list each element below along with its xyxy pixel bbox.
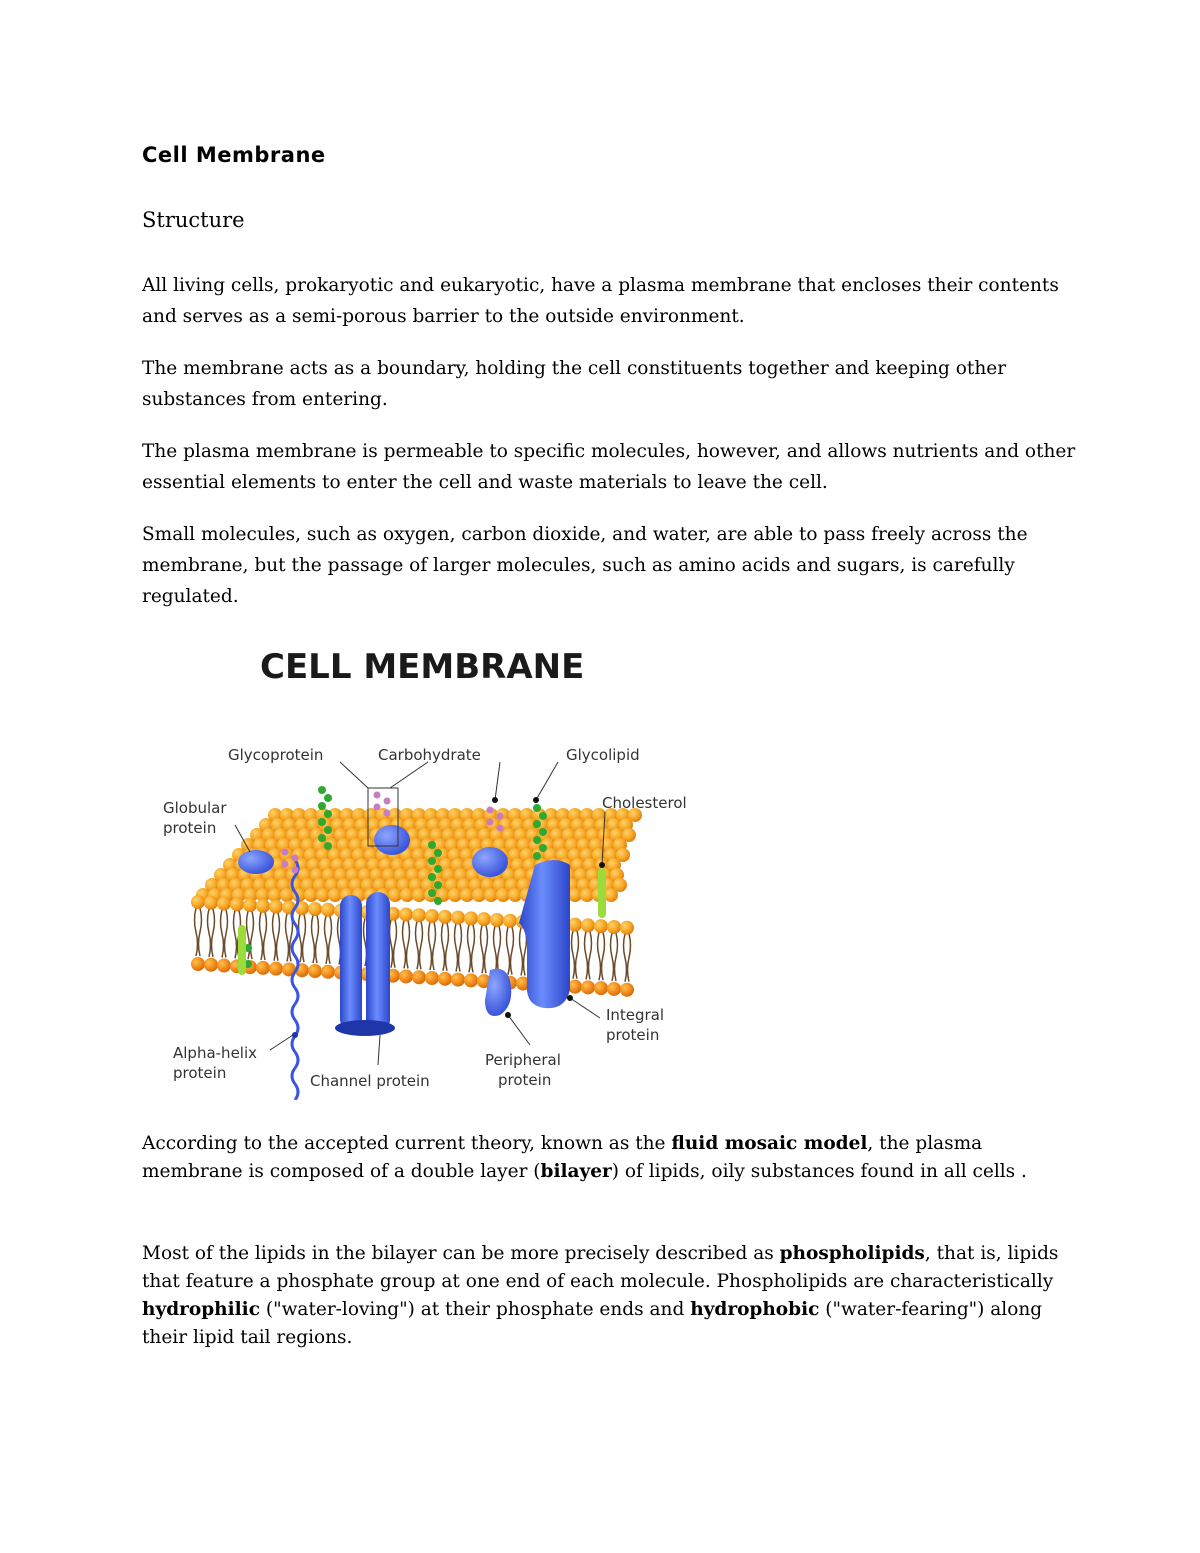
paragraph: All living cells, prokaryotic and eukaryotic, have a plasma membrane that encloses their contents and serves as a semi-porous barrier to the outside environment. — [142, 275, 1059, 327]
lipid-head — [204, 958, 218, 972]
lipid-tail — [251, 911, 254, 959]
lipid-head — [607, 920, 621, 934]
globular-protein-shape — [238, 850, 274, 874]
glycolipid-bead — [324, 794, 332, 802]
lipid-head — [464, 973, 478, 987]
label-glycoprotein: Glycoprotein — [228, 746, 324, 764]
lipid-head — [308, 964, 322, 978]
lipid-head — [607, 982, 621, 996]
lipid-head — [472, 888, 486, 902]
lipid-head — [191, 895, 205, 909]
lipid-head — [496, 888, 510, 902]
label-globular-line2: protein — [163, 819, 217, 837]
label-carbohydrate: Carbohydrate — [378, 746, 481, 764]
lipid-head — [328, 888, 342, 902]
glycolipid-bead — [533, 804, 541, 812]
bold-term: fluid mosaic model — [671, 1133, 868, 1154]
cell-membrane-diagram — [150, 640, 730, 1100]
lipid-tail — [394, 920, 397, 968]
lipid-head — [269, 962, 283, 976]
label-channel-protein: Channel protein — [310, 1072, 430, 1090]
lipid-head — [568, 888, 582, 902]
lipid-head — [412, 888, 426, 902]
lipid-head — [316, 888, 330, 902]
label-peripheral-line2: protein — [498, 1071, 552, 1089]
label-integral-line2: protein — [606, 1026, 660, 1044]
lipid-head — [604, 888, 618, 902]
lipid-tail — [507, 927, 510, 975]
lipid-head — [451, 911, 465, 925]
lipid-tail — [234, 910, 237, 958]
carbohydrate-bead — [374, 804, 381, 811]
glycolipid-bead — [533, 852, 541, 860]
lipid-tail — [199, 908, 202, 956]
lipid-tail — [433, 922, 436, 970]
glycolipid-bead — [324, 810, 332, 818]
bold-term: hydrophilic — [142, 1299, 260, 1320]
lipid-head — [388, 888, 402, 902]
lipid-head — [425, 971, 439, 985]
glycolipid-bead — [318, 818, 326, 826]
lipid-head — [594, 981, 608, 995]
page-title: Cell Membrane — [142, 143, 326, 167]
lipid-tail — [585, 931, 588, 979]
carbohydrate-bead — [282, 861, 289, 868]
lipid-tail — [615, 933, 618, 981]
carbohydrate-bead — [384, 810, 391, 817]
lipid-tail — [511, 927, 514, 975]
glycolipid-bead — [434, 881, 442, 889]
lipid-tail — [208, 909, 211, 957]
lipid-head — [400, 888, 414, 902]
lipid-tail — [455, 924, 458, 972]
lipid-head — [477, 912, 491, 926]
lipid-tail — [316, 915, 319, 963]
lipid-head — [269, 900, 283, 914]
carbohydrate-bead — [282, 849, 289, 856]
lipid-head — [460, 888, 474, 902]
lipid-head — [568, 918, 582, 932]
lipid-head — [399, 969, 413, 983]
lipid-head — [204, 896, 218, 910]
lipid-tail — [312, 915, 315, 963]
lipid-tail — [446, 923, 449, 971]
lipid-tail — [277, 913, 280, 961]
paragraph-phospholipids — [142, 1240, 1082, 1352]
lipid-head — [464, 911, 478, 925]
cell-membrane-figure — [150, 640, 730, 1100]
bold-term: phospholipids — [779, 1243, 925, 1264]
lipid-head — [620, 921, 634, 935]
lipid-head — [490, 913, 504, 927]
lipid-head — [412, 970, 426, 984]
lipid-tail — [598, 932, 601, 980]
lipid-head — [620, 983, 634, 997]
lipid-head — [580, 888, 594, 902]
glycolipid-bead — [533, 836, 541, 844]
label-globular-line1: Globular — [163, 799, 227, 817]
lipid-tail — [195, 908, 198, 956]
carbohydrate-bead — [497, 825, 504, 832]
lipid-head — [321, 903, 335, 917]
text-run: ("water-fearing") along their lipid tail regions. — [142, 1299, 1043, 1348]
carbohydrate-bead — [487, 819, 494, 826]
lipid-tail — [494, 926, 497, 974]
lipid-tail — [416, 921, 419, 969]
label-cholesterol: Cholesterol — [602, 794, 687, 812]
lipid-tail — [299, 914, 302, 962]
lipid-tail — [286, 913, 289, 961]
glycolipid-bead — [428, 873, 436, 881]
lipid-tail — [442, 923, 445, 971]
label-glycolipid: Glycolipid — [566, 746, 640, 764]
figure-title: CELL MEMBRANE — [260, 647, 585, 687]
lipid-head — [304, 888, 318, 902]
paragraph-fluid-mosaic — [142, 1130, 1082, 1186]
lipid-head — [503, 914, 517, 928]
lipid-head — [425, 909, 439, 923]
lipid-tail — [481, 925, 484, 973]
section-heading: Structure — [142, 208, 245, 232]
lipid-tail — [459, 924, 462, 972]
glycolipid-bead — [533, 820, 541, 828]
label-alpha-helix-line1: Alpha-helix — [173, 1044, 258, 1062]
glycolipid-bead — [434, 865, 442, 873]
lipid-head — [581, 980, 595, 994]
peripheral-protein-shape — [485, 969, 511, 1016]
glycolipid-bead — [428, 841, 436, 849]
glycolipid-bead — [318, 802, 326, 810]
glycolipid-bead — [434, 897, 442, 905]
glycolipid-bead — [539, 844, 547, 852]
carbohydrate-bead — [292, 855, 299, 862]
text-run: ("water-loving") at their phosphate ends and — [259, 1299, 691, 1320]
lipid-tail — [325, 916, 328, 964]
lipid-head — [438, 910, 452, 924]
lipid-head — [217, 959, 231, 973]
text-run: ) of lipids, oily substances found in all cells . — [611, 1161, 1027, 1182]
glycolipid-bead — [324, 842, 332, 850]
glycolipid-bead — [539, 812, 547, 820]
lipid-tail — [429, 922, 432, 970]
glycolipid-bead — [428, 857, 436, 865]
text-run: Most of the lipids in the bilayer can be more precisely described as — [142, 1243, 780, 1264]
carbohydrate-bead — [384, 798, 391, 805]
text-run: , that is, lipids that feature a phosphate group at one end of each molecule. Phospholipids are characteristically — [142, 1243, 1059, 1292]
lipid-tail — [407, 920, 410, 968]
lipid-head — [412, 908, 426, 922]
glycolipid-bead — [539, 828, 547, 836]
bold-term: hydrophobic — [690, 1299, 820, 1320]
lipid-tail — [273, 913, 276, 961]
lipid-tail — [485, 925, 488, 973]
lipid-tail — [624, 934, 627, 982]
carbohydrate-bead — [292, 867, 299, 874]
text-run: According to the accepted current theory, known as the — [142, 1133, 672, 1154]
lipid-tail — [260, 912, 263, 960]
lipid-tail — [589, 931, 592, 979]
carbohydrate-bead — [487, 807, 494, 814]
lipid-tail — [264, 912, 267, 960]
glycolipid-bead — [318, 834, 326, 842]
lipid-head — [451, 973, 465, 987]
paragraph: The membrane acts as a boundary, holding the cell constituents together and keeping other substances from entering. — [142, 358, 1007, 410]
lipid-head — [399, 907, 413, 921]
glycolipid-bead — [434, 849, 442, 857]
lipid-tail — [303, 914, 306, 962]
paragraph: Small molecules, such as oxygen, carbon dioxide, and water, are able to pass freely across the membrane, but the passage of larger molecules, such as amino acids and sugars, is carefully regulated. — [142, 524, 1028, 607]
bold-term: bilayer — [540, 1161, 612, 1182]
lipid-head — [243, 898, 257, 912]
text-run: , the plasma membrane is composed of a double layer ( — [142, 1133, 983, 1182]
carbohydrate-bead — [497, 813, 504, 820]
lipid-tail — [576, 931, 579, 979]
lipid-tail — [628, 934, 631, 982]
glycolipid-bead — [318, 786, 326, 794]
lipid-head — [256, 899, 270, 913]
lipid-head — [321, 965, 335, 979]
lipid-tail — [611, 933, 614, 981]
lipid-head — [217, 897, 231, 911]
lipid-tail — [498, 926, 501, 974]
lipid-tail — [468, 924, 471, 972]
label-peripheral-line1: Peripheral — [485, 1051, 561, 1069]
lipid-head — [191, 957, 205, 971]
lipid-head — [568, 980, 582, 994]
lipid-head — [594, 919, 608, 933]
label-integral-line1: Integral — [606, 1006, 665, 1024]
lipid-head — [448, 888, 462, 902]
lipid-tail — [225, 910, 228, 958]
lipid-tail — [472, 924, 475, 972]
lipid-tail — [520, 928, 523, 976]
lipid-head — [256, 961, 270, 975]
lipid-head — [484, 888, 498, 902]
lipid-tail — [212, 909, 215, 957]
lipid-head — [508, 888, 522, 902]
glycolipid-bead — [428, 889, 436, 897]
lipid-head — [308, 902, 322, 916]
lipid-head — [280, 888, 294, 902]
lipid-tail — [602, 932, 605, 980]
carbohydrate-bead — [374, 792, 381, 799]
lipid-head — [438, 972, 452, 986]
lipid-tail — [572, 931, 575, 979]
lipid-head — [581, 918, 595, 932]
lipid-tail — [329, 916, 332, 964]
lipid-tail — [403, 920, 406, 968]
label-alpha-helix-line2: protein — [173, 1064, 227, 1082]
lipid-tail — [420, 921, 423, 969]
glycolipid-bead — [324, 826, 332, 834]
lipid-tail — [221, 910, 224, 958]
lipid-head — [230, 897, 244, 911]
paragraph: The plasma membrane is permeable to specific molecules, however, and allows nutrients and other essential elements to enter the cell and waste materials to leave the cell. — [142, 441, 1076, 493]
